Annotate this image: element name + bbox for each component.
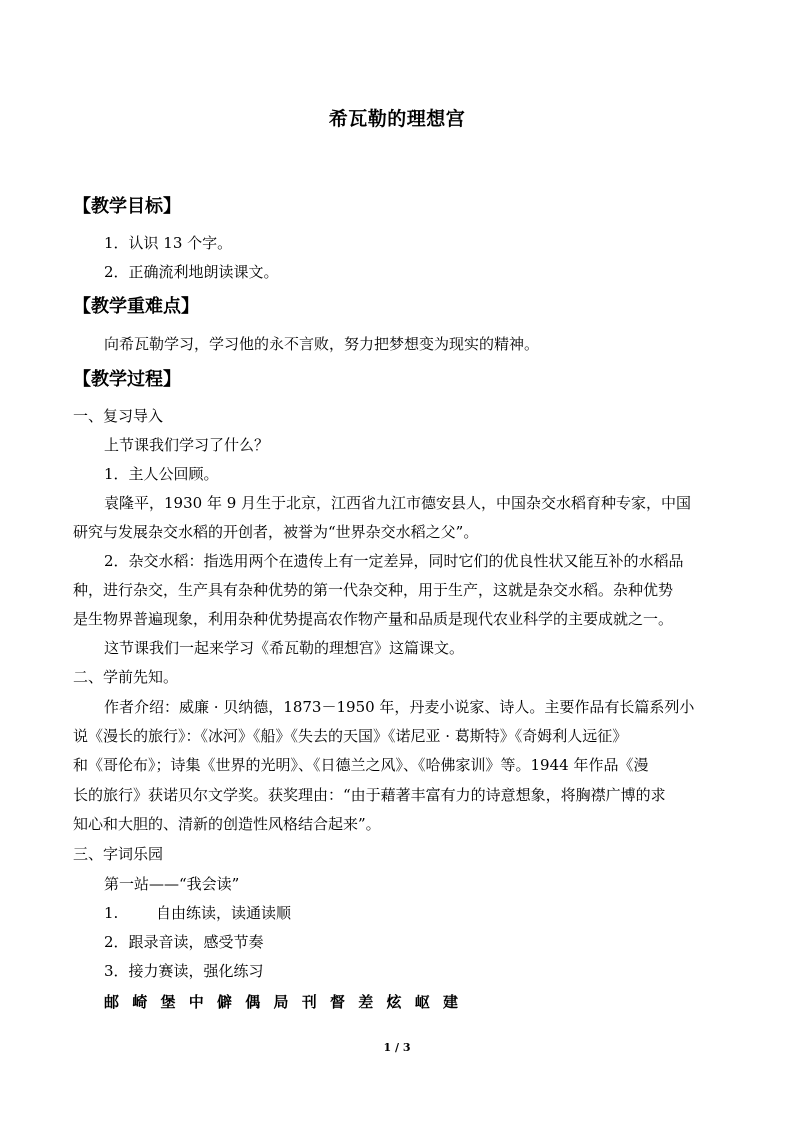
part2-line3: 和《哥伦布》；诗集《世界的光明》、《日德兰之风》、《哈佛家训》等。1944 年作品《漫: [73, 756, 649, 774]
part3-item3: 3．接力赛读，强化练习: [104, 962, 264, 980]
part1-question: 上节课我们学习了什么？: [104, 436, 270, 454]
part1-yuan-line2: 研究与发展杂交水稻的开创者，被誉为“世界杂交水稻之父”。: [73, 523, 479, 541]
char-item: 刊: [301, 993, 317, 1011]
part3-item1-number: 1.: [104, 904, 119, 922]
char-item: 岖: [414, 993, 430, 1011]
part1-item1: 1．主人公回顾。: [104, 465, 219, 483]
part3-station: 第一站——“我会读”: [104, 875, 240, 893]
part3-title: 三、字词乐园: [73, 845, 164, 863]
char-item: 建: [443, 993, 459, 1011]
part2-line2: 说《漫长的旅行》：《冰河》《船》《失去的天国》《诺尼亚 · 葛斯特》《奇姆利人远征》: [73, 727, 628, 745]
char-item: 邮: [104, 993, 120, 1011]
vocabulary-characters: [104, 991, 466, 1012]
part1-item2-line2: 种，进行杂交，生产具有杂种优势的第一代杂交种，用于生产，这就是杂交水稻。杂种优势: [73, 581, 674, 599]
part2-line5: 知心和大胆的、清新的创造性风格结合起来”。: [73, 815, 381, 833]
char-item: 督: [330, 993, 346, 1011]
char-item: 堡: [160, 993, 176, 1011]
part1-yuan-line1: 袁隆平，1930 年 9 月生于北京，江西省九江市德安县人，中国杂交水稻育种专家，中国: [104, 494, 692, 512]
char-item: 炫: [386, 993, 402, 1011]
char-item: 中: [188, 993, 204, 1011]
goal-2: 2．正确流利地朗读课文。: [104, 263, 279, 281]
part1-item2-line3: 是生物界普遍现象，利用杂种优势提高农作物产量和品质是现代农业科学的主要成就之一。: [73, 610, 674, 628]
char-item: 偶: [245, 993, 261, 1011]
document-title: 希瓦勒的理想宫: [328, 108, 466, 130]
heading-teaching-process: 【教学过程】: [73, 369, 181, 390]
char-item: 差: [358, 993, 374, 1011]
part2-line1: 作者介绍：威廉 · 贝纳德，1873－1950 年，丹麦小说家、诗人。主要作品有长篇系列小: [104, 698, 695, 716]
char-item: 僻: [217, 993, 233, 1011]
part2-line4: 长的旅行》获诺贝尔文学奖。获奖理由：“由于藉著丰富有力的诗意想象，将胸襟广博的求: [73, 786, 666, 804]
part1-title: 一、复习导入: [73, 407, 164, 425]
part3-item1-text: 自由练读，读通读顺: [156, 904, 292, 922]
part1-end: 这节课我们一起来学习《希瓦勒的理想宫》这篇课文。: [104, 639, 465, 657]
char-item: 崎: [132, 993, 148, 1011]
part3-item2: 2．跟录音读，感受节奏: [104, 933, 264, 951]
part1-item2-line1: 2．杂交水稻：指选用两个在遗传上有一定差异，同时它们的优良性状又能互补的水稻品: [104, 552, 684, 570]
page-number: 1 / 3: [383, 1041, 411, 1054]
goal-1: 1．认识 13 个字。: [104, 234, 233, 252]
key-points-text: 向希瓦勒学习，学习他的永不言败，努力把梦想变为现实的精神。: [104, 335, 540, 353]
char-item: 局: [273, 993, 289, 1011]
heading-teaching-goals: 【教学目标】: [73, 196, 181, 217]
heading-key-points: 【教学重难点】: [73, 296, 199, 317]
part2-title: 二、学前先知。: [73, 668, 179, 686]
